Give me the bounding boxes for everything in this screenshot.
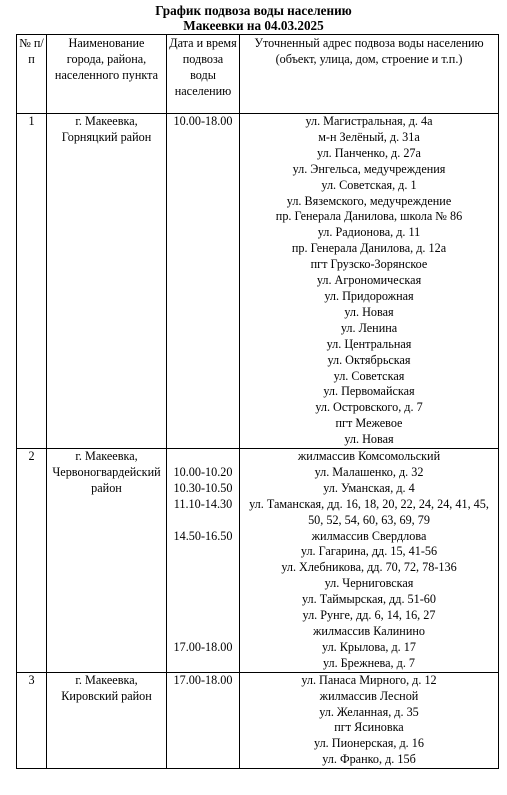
address-line: ул. Первомайская (323, 384, 415, 399)
address-line: ул. Новая (344, 432, 394, 447)
address-line: ул. Агрономическая (316, 273, 422, 288)
time-slot: 10.00-10.20 (173, 464, 233, 479)
row-place: г. Макеевка, Горняцкий район (47, 114, 167, 449)
address-line: ул. Пионерская, д. 16 (314, 736, 424, 751)
header-address: Уточненный адрес подвоза воды населению (объект, улица, дом, строение и т.п.) (240, 35, 499, 114)
time-slot-empty (169, 513, 237, 529)
address-line: ул. Советская, д. 1 (321, 177, 417, 192)
header-num: № п/п (17, 35, 47, 114)
row-addresses (240, 449, 499, 673)
table-row (17, 114, 499, 449)
address-line: ул. Вяземского, медучреждение (286, 193, 452, 208)
address-line: ул. Октябрьская (327, 352, 411, 367)
title-line-1: График подвоза воды населению (155, 3, 352, 18)
time-slot: 11.10-14.30 (173, 496, 233, 511)
address-line: пгт Ясиновка (334, 720, 404, 735)
address-line: жилмассив Калинино (313, 624, 425, 638)
address-line: ул. Черниговская (324, 576, 414, 591)
address-line: ул. Малашенко, д. 32 (314, 464, 424, 479)
time-slot-empty (169, 608, 237, 624)
time-slot: 17.00-18.00 (173, 672, 233, 687)
document-title (0, 3, 507, 33)
address-line: ул. Крылова, д. 17 (322, 639, 416, 654)
address-line: жилмассив Лесной (319, 688, 419, 703)
address-line: жилмассив Свердлова (311, 528, 427, 543)
row-addresses (240, 114, 499, 449)
address-line: ул. Желанная, д. 35 (319, 704, 419, 719)
address-line: ул. Брежнева, д. 7 (322, 655, 416, 670)
address-line: ул. Франко, д. 15б (322, 752, 416, 767)
time-slot-empty (169, 449, 237, 465)
header-time: Дата и время подвоза воды населению (167, 35, 240, 114)
address-line: ул. Хлебникова, дд. 70, 72, 78-136 (281, 560, 457, 575)
time-slot: 14.50-16.50 (173, 528, 233, 543)
time-slot: 17.00-18.00 (173, 639, 233, 654)
table-header-row (17, 35, 499, 114)
time-slot-empty (169, 592, 237, 608)
address-line: ул. Уманская, д. 4 (323, 480, 415, 495)
address-line: м-н Зелёный, д. 31а (318, 129, 420, 144)
time-slot-empty (169, 576, 237, 592)
header-place: Наименование города, района, населенного пункта (47, 35, 167, 114)
time-slot-empty (169, 624, 237, 640)
address-line: пгт Грузско-Зорянское (310, 257, 428, 272)
address-line: пр. Генерала Данилова, д. 12а (291, 241, 447, 256)
water-schedule-table (16, 34, 499, 769)
address-line: ул. Островского, д. 7 (315, 400, 423, 415)
time-slot-empty (169, 560, 237, 576)
address-line: ул. Придорожная (324, 288, 414, 303)
address-line: ул. Центральная (326, 336, 412, 351)
row-place: г. Макеевка, Червоногвардейский район (47, 449, 167, 673)
row-number: 2 (17, 449, 47, 673)
time-slot-empty (169, 544, 237, 560)
row-times (167, 449, 240, 673)
address-line: ул. Рунге, дд. 6, 14, 16, 27 (302, 608, 436, 623)
row-times (167, 114, 240, 449)
address-line: ул. Энгельса, медучреждения (292, 161, 446, 176)
address-line: жилмассив Комсомольский (297, 449, 441, 464)
row-number: 3 (17, 672, 47, 768)
address-line: ул. Таманская, дд. 16, 18, 20, 22, 24, 24, 41, 45, 50, 52, 54, 60, 63, 69, 79 (249, 496, 489, 527)
address-line: ул. Радионова, д. 11 (317, 225, 421, 240)
address-line: пр. Генерала Данилова, школа № 86 (275, 209, 463, 224)
address-line: пгт Межевое (335, 416, 403, 431)
address-line: ул. Таймырская, дд. 51-60 (302, 592, 436, 607)
row-place: г. Макеевка, Кировский район (47, 672, 167, 768)
time-slot: 10.30-10.50 (173, 480, 233, 495)
address-line: ул. Советская (333, 368, 405, 383)
address-line: ул. Новая (344, 304, 394, 319)
address-line: ул. Магистральная, д. 4а (305, 114, 433, 128)
row-times (167, 672, 240, 768)
time-slot: 10.00-18.00 (173, 114, 233, 128)
address-line: ул. Панченко, д. 27а (317, 145, 421, 160)
address-line: ул. Ленина (340, 320, 398, 335)
title-line-2: Макеевки на 04.03.2025 (183, 18, 324, 33)
row-addresses (240, 672, 499, 768)
address-line: ул. Гагарина, дд. 15, 41-56 (300, 544, 438, 559)
row-number: 1 (17, 114, 47, 449)
table-row (17, 672, 499, 768)
table-row (17, 449, 499, 673)
address-line: ул. Панаса Мирного, д. 12 (301, 672, 437, 687)
